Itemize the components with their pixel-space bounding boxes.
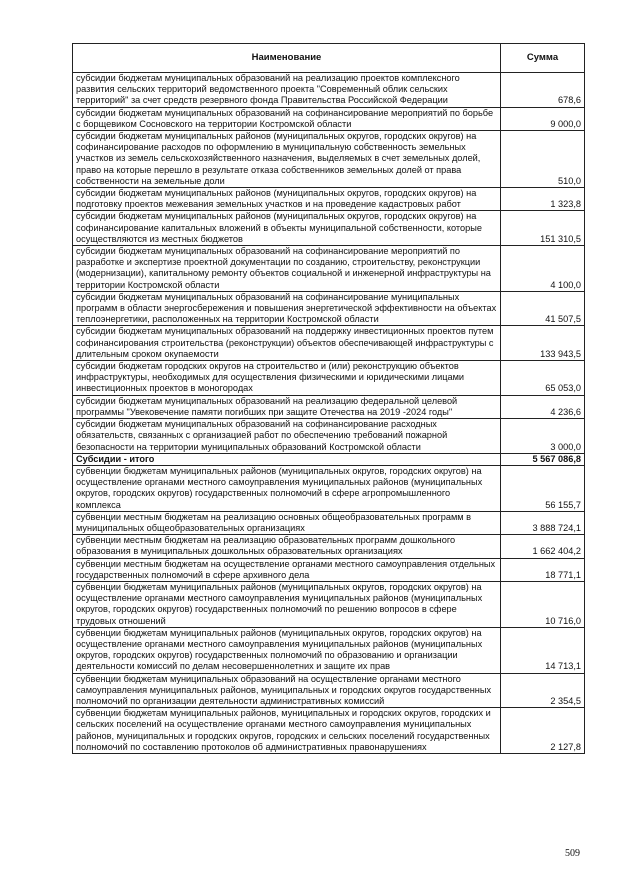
row-description: субсидии бюджетам муниципальных образований на софинансирование мероприятий по борьбе с борщевиком Сосновского на территории Костромской области: [73, 107, 501, 130]
row-description: субвенции местным бюджетам на осуществление органами местного самоуправления отдельных государственных полномочий в сфере архивного дела: [73, 558, 501, 581]
row-amount: 4 236,6: [501, 395, 585, 418]
row-description: субвенции бюджетам муниципальных районов, муниципальных и городских округов, городских и сельских поселений на осуществление органами местного самоуправления муниципальных районов, муниципальных и городских округов, городских и сельских поселений государственных полномочий по составлению протоколов об административных правонарушениях: [73, 708, 501, 754]
table-row: [73, 291, 585, 326]
row-description: субвенции местным бюджетам на реализацию основных общеобразовательных программ в муниципальных общеобразовательных организациях: [73, 511, 501, 534]
row-amount: 2 354,5: [501, 673, 585, 708]
row-amount: 10 716,0: [501, 581, 585, 627]
row-description: субвенции бюджетам муниципальных районов (муниципальных округов, городских округов) на осуществление органами местного самоуправления муниципальных районов (муниципальных округов, городских округов) государственных полномочий по образованию и организации деятельности комиссий по делам несовершеннолетних и защите их прав: [73, 627, 501, 673]
table-row: [73, 361, 585, 396]
budget-table: [72, 43, 585, 754]
row-amount: 41 507,5: [501, 291, 585, 326]
row-description: субсидии бюджетам муниципальных районов (муниципальных округов, городских округов) на подготовку проектов межевания земельных участков и на проведение кадастровых работ: [73, 188, 501, 211]
row-amount: 9 000,0: [501, 107, 585, 130]
table-row: [73, 673, 585, 708]
row-description: Субсидии - итого: [73, 453, 501, 465]
row-amount: 510,0: [501, 131, 585, 188]
row-description: субвенции местным бюджетам на реализацию образовательных программ дошкольного образования в муниципальных дошкольных образовательных организациях: [73, 535, 501, 558]
row-description: субсидии бюджетам муниципальных образований на софинансирование муниципальных программ в области энергосбережения и повышения энергетической эффективности на объектах теплоэнергетики, расположенных на территории Костромской области: [73, 291, 501, 326]
row-amount: 3 888 724,1: [501, 511, 585, 534]
table-row: [73, 465, 585, 511]
row-description: субсидии бюджетам муниципальных районов (муниципальных округов, городских округов) на софинансирование капитальных вложений в объекты муниципальной собственности, которые осуществляются из местных бюджетов: [73, 211, 501, 246]
row-description: субсидии бюджетам городских округов на строительство и (или) реконструкцию объектов инфраструктуры, необходимых для осуществления физическими и юридическими лицами инвестиционных проектов в моногородах: [73, 361, 501, 396]
table-row: [73, 326, 585, 361]
budget-table-sheet: [72, 43, 584, 754]
row-description: субвенции бюджетам муниципальных образований на осуществление органами местного самоуправления муниципальных районов, муниципальных и городских округов государственных полномочий по организации деятельности административных комиссий: [73, 673, 501, 708]
row-amount: 65 053,0: [501, 361, 585, 396]
row-description: субсидии бюджетам муниципальных образований на реализацию федеральной целевой программы "Увековечение памяти погибших при защите Отечества на 2019 -2024 годы": [73, 395, 501, 418]
row-description: субсидии бюджетам муниципальных образований на реализацию проектов комплексного развития сельских территорий ведомственного проекта "Современный облик сельских территорий" за счет средств резервного фонда Правительства Российской Федерации: [73, 73, 501, 108]
table-row: [73, 535, 585, 558]
table-row: [73, 627, 585, 673]
table-row: [73, 581, 585, 627]
row-amount: 3 000,0: [501, 419, 585, 454]
row-amount: 133 943,5: [501, 326, 585, 361]
row-amount: 151 310,5: [501, 211, 585, 246]
row-description: субсидии бюджетам муниципальных образований на софинансирование мероприятий по разработке и экспертизе проектной документации по созданию, строительству, реконструкции (модернизации), капитальному ремонту объектов социальной и инженерной инфраструктуры на территории Костромской области: [73, 246, 501, 292]
row-amount: 1 323,8: [501, 188, 585, 211]
row-description: субсидии бюджетам муниципальных образований на софинансирование расходных обязательств, связанных с организацией работ по обеспечению требований пожарной безопасности на территории муниципальных образований Костромской области: [73, 419, 501, 454]
row-amount: 4 100,0: [501, 246, 585, 292]
table-row: [73, 511, 585, 534]
table-row: [73, 131, 585, 188]
table-row: [73, 73, 585, 108]
row-description: субвенции бюджетам муниципальных районов (муниципальных округов, городских округов) на осуществление органами местного самоуправления муниципальных районов (муниципальных округов, городских округов) государственных полномочий в сфере агропромышленного комплекса: [73, 465, 501, 511]
row-amount: 1 662 404,2: [501, 535, 585, 558]
row-amount: 678,6: [501, 73, 585, 108]
column-header-sum: Сумма: [501, 44, 585, 73]
row-description: субсидии бюджетам муниципальных районов (муниципальных округов, городских округов) на софинансирование расходов по оформлению в муниципальную собственность земельных участков из земель сельскохозяйственного назначения, выделяемых в счет земельных долей, право на которые перешло в результате отказа собственников земельных долей от права собственности на земельные доли: [73, 131, 501, 188]
table-body: [73, 73, 585, 754]
table-row: [73, 419, 585, 454]
row-amount: 18 771,1: [501, 558, 585, 581]
column-header-name: Наименование: [73, 44, 501, 73]
page-number: 509: [565, 848, 580, 859]
row-amount: 5 567 086,8: [501, 453, 585, 465]
table-row: [73, 558, 585, 581]
table-row: [73, 107, 585, 130]
table-row: [73, 246, 585, 292]
table-row: [73, 708, 585, 754]
table-total-row: [73, 453, 585, 465]
row-amount: 56 155,7: [501, 465, 585, 511]
table-header-row: [73, 44, 585, 73]
row-description: субсидии бюджетам муниципальных образований на поддержку инвестиционных проектов путем софинансирования строительства (реконструкции) объектов обеспечивающей инфраструктуры с длительным сроком окупаемости: [73, 326, 501, 361]
table-row: [73, 188, 585, 211]
table-row: [73, 395, 585, 418]
row-amount: 2 127,8: [501, 708, 585, 754]
row-description: субвенции бюджетам муниципальных районов (муниципальных округов, городских округов) на осуществление органами местного самоуправления муниципальных районов (муниципальных округов, городских округов) государственных полномочий по решению вопросов в сфере трудовых отношений: [73, 581, 501, 627]
row-amount: 14 713,1: [501, 627, 585, 673]
table-row: [73, 211, 585, 246]
